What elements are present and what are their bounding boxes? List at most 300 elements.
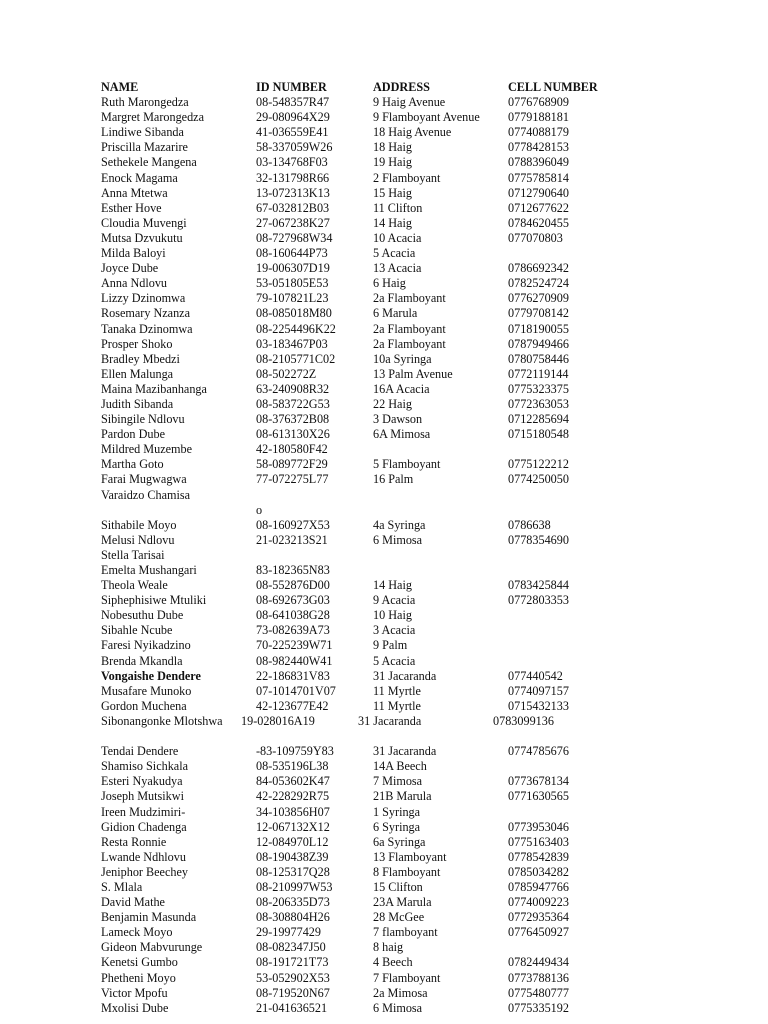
row-cell-number: 0786638 [508,517,551,532]
table-row [101,246,741,261]
row-cell-number: 0774097157 [508,683,569,698]
row-cell-number: 0776270909 [508,291,569,306]
table-row [101,367,741,382]
row-address: 31 Jacaranda [373,668,437,683]
table-row [101,880,741,895]
table-row [101,714,741,744]
table-row [101,548,741,563]
row-name: Enock Magama [101,170,178,185]
row-cell-number: 0773678134 [508,774,569,789]
row-address: 4 Beech [373,955,413,970]
row-address: 13 Flamboyant [373,849,447,864]
table-body [101,95,741,1016]
row-id-number: 42-123677E42 [256,698,329,713]
table-row [101,140,741,155]
row-cell-number: 0718190055 [508,321,569,336]
row-id-number: 08-583722G53 [256,396,330,411]
row-address: 2 Flamboyant [373,170,441,185]
row-name: Milda Baloyi [101,246,166,261]
table-row [101,940,741,955]
row-address: 31 Jacaranda [373,744,437,759]
table-row [101,186,741,201]
table-row [101,503,741,518]
row-cell-number: 0779188181 [508,110,569,125]
table-row [101,427,741,442]
row-name: Margret Marongedza [101,110,204,125]
row-address: 14A Beech [373,759,427,774]
table-row [101,201,741,216]
row-name: Rosemary Nzanza [101,306,190,321]
row-cell-number: 0772935364 [508,910,569,925]
row-address: 2a Flamboyant [373,291,446,306]
row-address: 8 haig [373,940,404,955]
row-name: Cloudia Muvengi [101,215,187,230]
table-row [101,563,741,578]
residents-table [101,80,741,1016]
row-name: Lwande Ndhlovu [101,849,186,864]
row-cell-number: 0771630565 [508,789,569,804]
row-name: Judith Sibanda [101,396,174,411]
row-cell-number: 0715432133 [508,698,569,713]
row-id-number: 08-160927X53 [256,517,330,532]
row-id-number: 27-067238K27 [256,215,330,230]
row-name: Resta Ronnie [101,834,167,849]
row-name: Pardon Dube [101,427,165,442]
table-row [101,488,741,503]
row-address: 9 Haig Avenue [373,95,446,110]
row-id-number [256,548,373,563]
table-row [101,789,741,804]
row-cell-number: 0783425844 [508,578,569,593]
row-name: Gidion Chadenga [101,819,187,834]
table-row [101,910,741,925]
row-cell-number [508,563,638,578]
row-id-number: 08-2105771C02 [256,351,336,366]
row-id-number: 12-067132X12 [256,819,330,834]
row-name: Nobesuthu Dube [101,608,184,623]
row-cell-number: 0778428153 [508,140,569,155]
row-name: Farai Mugwagwa [101,472,187,487]
row-address: 31 Jacaranda [358,713,422,728]
row-name: Gordon Muchena [101,698,187,713]
row-address: 2a Mimosa [373,985,428,1000]
row-id-number: 13-072313K13 [256,185,330,200]
row-address: 2a Flamboyant [373,321,446,336]
row-id-number: 08-160644P73 [256,246,328,261]
row-cell-number: 0775480777 [508,985,569,1000]
row-name: Ellen Malunga [101,366,174,381]
table-row [101,774,741,789]
row-cell-number: 0772803353 [508,593,569,608]
row-cell-number: 0780758446 [508,351,569,366]
row-address: 14 Haig [373,578,412,593]
row-name: Vongaishe Dendere [101,668,201,683]
row-id-number: 53-051805E53 [256,276,329,291]
table-row [101,699,741,714]
row-id-number: 21-023213S21 [256,532,328,547]
row-address: 9 Palm [373,638,408,653]
row-cell-number: 0712790640 [508,185,569,200]
row-cell-number: 0784620455 [508,215,569,230]
row-address: 10 Haig [373,608,412,623]
row-cell-number [508,805,638,820]
row-cell-number [508,246,638,261]
table-row [101,306,741,321]
row-address: 21B Marula [373,789,432,804]
table-row [101,472,741,487]
row-cell-number: 0778542839 [508,849,569,864]
table-row [101,533,741,548]
table-row [101,759,741,774]
row-name: Faresi Nyikadzino [101,638,191,653]
row-id-number: 03-134768F03 [256,155,328,170]
table-row [101,110,741,125]
row-address [373,563,508,578]
row-name: Tanaka Dzinomwa [101,321,193,336]
row-cell-number: 0774088179 [508,125,569,140]
row-id-number: 08-191721T73 [256,955,329,970]
row-address: 9 Flamboyant Avenue [373,110,480,125]
row-address: 6 Haig [373,276,406,291]
row-cell-number: 0775335192 [508,1000,569,1015]
row-cell-number: 0715180548 [508,427,569,442]
row-id-number: 08-641038G28 [256,608,330,623]
row-address: 23A Marula [373,895,432,910]
row-id-number: 58-337059W26 [256,140,333,155]
row-address: 5 Acacia [373,653,416,668]
row-name: Martha Goto [101,457,164,472]
row-name [101,503,256,518]
row-name: Musafare Munoko [101,683,192,698]
row-id-number: 73-082639A73 [256,623,330,638]
row-name: Anna Mtetwa [101,185,168,200]
row-cell-number: 0778354690 [508,532,569,547]
row-cell-number [508,623,638,638]
row-address: 18 Haig Avenue [373,125,452,140]
row-id-number: 08-125317Q28 [256,864,330,879]
row-name: Brenda Mkandla [101,653,183,668]
row-address: 10a Syringa [373,351,432,366]
table-row [101,593,741,608]
row-name: Theola Weale [101,578,168,593]
row-cell-number: 0786692342 [508,261,569,276]
row-address: 10 Acacia [373,230,422,245]
row-address: 4a Syringa [373,517,426,532]
row-name: Lindiwe Sibanda [101,125,184,140]
table-row [101,95,741,110]
table-header-row [101,80,741,95]
row-id-number: 77-072275L77 [256,472,329,487]
table-row [101,291,741,306]
row-id-number: 21-041636521 [256,1000,328,1015]
row-address: 18 Haig [373,140,412,155]
row-name: Kenetsi Gumbo [101,955,178,970]
table-row [101,337,741,352]
row-name: Gideon Mabvurunge [101,940,203,955]
row-id-number: 41-036559E41 [256,125,329,140]
table-row [101,382,741,397]
row-address: 6 Syringa [373,819,421,834]
table-row [101,155,741,170]
header-address: ADDRESS [373,80,430,94]
row-id-number: 08-535196L38 [256,759,329,774]
row-name: Joseph Mutsikwi [101,789,184,804]
row-id-number: 08-552876D00 [256,578,330,593]
row-address: 5 Flamboyant [373,457,441,472]
table-row [101,442,741,457]
row-id-number: 08-085018M80 [256,306,332,321]
row-cell-number: 0785947766 [508,879,569,894]
row-name: Varaidzo Chamisa [101,487,191,502]
row-name: Melusi Ndlovu [101,532,175,547]
table-row [101,608,741,623]
row-cell-number: 0775163403 [508,834,569,849]
row-id-number: 42-228292R75 [256,789,330,804]
row-id-number: 70-225239W71 [256,638,333,653]
row-address: 5 Acacia [373,246,416,261]
table-row [101,820,741,835]
table-row [101,850,741,865]
row-id-number: 03-183467P03 [256,336,328,351]
row-name: Priscilla Mazarire [101,140,188,155]
row-cell-number [508,488,638,503]
row-cell-number [508,654,638,669]
row-id-number: 42-180580F42 [256,442,328,457]
row-address: 8 Flamboyant [373,864,441,879]
row-address: 28 McGee [373,910,425,925]
row-id-number: 08-2254496K22 [256,321,336,336]
row-cell-number: 0779708142 [508,306,569,321]
row-cell-number [508,503,638,518]
row-name: S. Mlala [101,879,143,894]
row-cell-number: 0775323375 [508,381,569,396]
row-address: 6 Mimosa [373,1000,423,1015]
row-name: David Mathe [101,895,165,910]
row-id-number: 19-006307D19 [256,261,330,276]
row-name: Victor Mpofu [101,985,168,1000]
row-id-number: 08-613130X26 [256,427,330,442]
row-address: 11 Myrtle [373,698,421,713]
row-id-number: 29-19977429 [256,925,321,940]
row-cell-number: 0775785814 [508,170,569,185]
row-name: Lizzy Dzinomwa [101,291,186,306]
table-row [101,231,741,246]
row-cell-number: 077070803 [508,230,563,245]
row-cell-number: 0776768909 [508,95,569,110]
table-row [101,261,741,276]
row-address: 22 Haig [373,396,412,411]
table-row [101,1001,741,1016]
row-cell-number: 0775122212 [508,457,569,472]
row-id-number: 08-190438Z39 [256,849,329,864]
row-name: Esteri Nyakudya [101,774,183,789]
row-id-number: 08-082347J50 [256,940,326,955]
row-name: Anna Ndlovu [101,276,168,291]
table-row [101,578,741,593]
row-id-number: 29-080964X29 [256,110,330,125]
row-cell-number: 0774009223 [508,895,569,910]
row-cell-number [508,548,638,563]
row-address: 2a Flamboyant [373,336,446,351]
row-cell-number: 0772119144 [508,366,569,381]
row-cell-number: 0772363053 [508,396,569,411]
table-row [101,352,741,367]
row-id-number: 19-028016A19 [241,713,315,728]
row-cell-number: 0776450927 [508,925,569,940]
row-id-number: 08-206335D73 [256,895,330,910]
table-row [101,925,741,940]
row-address: 15 Haig [373,185,412,200]
header-cell-number: CELL NUMBER [508,80,598,94]
table-row [101,744,741,759]
row-id-number: 84-053602K47 [256,774,330,789]
table-row [101,412,741,427]
row-id-number: -83-109759Y83 [256,744,334,759]
table-row [101,669,741,684]
row-address: 19 Haig [373,155,412,170]
row-name: Mutsa Dzvukutu [101,230,183,245]
row-id-number: 79-107821L23 [256,291,329,306]
table-row [101,895,741,910]
row-address: 3 Acacia [373,623,416,638]
row-name: Esther Hove [101,200,162,215]
table-row [101,322,741,337]
table-row [101,805,741,820]
row-id-number: 22-186831V83 [256,668,330,683]
row-address: 16A Acacia [373,381,430,396]
table-row [101,638,741,653]
row-cell-number [508,442,638,457]
row-cell-number [508,759,638,774]
row-name: Emelta Mushangari [101,563,197,577]
table-row [101,457,741,472]
table-row [101,865,741,880]
row-id-number: 12-084970L12 [256,834,329,849]
table-row [101,125,741,140]
row-address [373,488,508,503]
row-cell-number: 0782449434 [508,955,569,970]
row-name: Shamiso Sichkala [101,759,188,774]
row-cell-number [508,940,638,955]
row-cell-number: 0712285694 [508,412,569,427]
row-name: Sibingile Ndlovu [101,412,185,427]
row-address: 16 Palm [373,472,414,487]
row-id-number: 58-089772F29 [256,457,328,472]
row-cell-number [508,638,638,653]
header-name: NAME [101,80,139,94]
row-address [373,442,508,457]
table-row [101,623,741,638]
row-address: 13 Palm Avenue [373,366,453,381]
row-address: 13 Acacia [373,261,422,276]
row-address [373,548,508,563]
row-name: Phetheni Moyo [101,970,176,985]
table-row [101,835,741,850]
row-id-number: 07-1014701V07 [256,683,336,698]
table-row [101,276,741,291]
row-name: Bradley Mbedzi [101,351,180,366]
row-name: Siphephisiwe Mtuliki [101,593,207,608]
row-name: Sibahle Ncube [101,623,173,638]
row-id-number: 08-502272Z [256,366,317,381]
row-name: Lameck Moyo [101,925,173,940]
header-id-number: ID NUMBER [256,80,327,94]
row-cell-number: 0782524724 [508,276,569,291]
row-id-number: 08-376372B08 [256,412,330,427]
row-id-number: 34-103856H07 [256,804,330,819]
row-id-number: 83-182365N83 [256,563,330,577]
row-name: Prosper Shoko [101,336,173,351]
table-row [101,971,741,986]
row-cell-number: 0787949466 [508,336,569,351]
row-name: Benjamin Masunda [101,910,197,925]
row-cell-number: 0774250050 [508,472,569,487]
row-name: Ireen Mudzimiri- [101,804,186,819]
row-name: Ruth Marongedza [101,95,189,110]
row-id-number: 08-548357R47 [256,95,330,110]
row-name: Tendai Dendere [101,744,179,759]
row-address: 1 Syringa [373,804,421,819]
row-address: 6 Mimosa [373,532,423,547]
row-id-number: 08-692673G03 [256,593,330,608]
row-address: 7 flamboyant [373,925,438,940]
table-row [101,397,741,412]
row-name: Joyce Dube [101,261,159,276]
row-cell-number [508,608,638,623]
row-id-number: 08-308804H26 [256,910,330,925]
row-id-number: 08-982440W41 [256,653,333,668]
row-address: 7 Flamboyant [373,970,441,985]
row-id-number: 08-719520N67 [256,985,330,1000]
row-id-number: 08-210997W53 [256,879,333,894]
table-row [101,654,741,669]
row-cell-number: 0773953046 [508,819,569,834]
row-cell-number: 0785034282 [508,864,569,879]
row-name: Mildred Muzembe [101,442,193,457]
row-id-number: 32-131798R66 [256,170,330,185]
table-row [101,216,741,231]
row-address: 14 Haig [373,215,412,230]
row-address: 6A Mimosa [373,427,431,442]
table-row [101,684,741,699]
row-name: Jeniphor Beechey [101,864,188,879]
row-id-number: o [256,502,263,517]
row-id-number: 53-052902X53 [256,970,330,985]
table-row [101,986,741,1001]
row-address: 3 Dawson [373,412,423,427]
row-address: 9 Acacia [373,593,416,608]
row-name: Stella Tarisai [101,547,165,562]
row-address: 11 Clifton [373,200,423,215]
row-cell-number: 0783099136 [493,713,554,728]
row-cell-number: 0773788136 [508,970,569,985]
row-address: 6 Marula [373,306,418,321]
row-name: Sethekele Mangena [101,155,197,170]
table-row [101,171,741,186]
row-address [373,503,508,518]
row-address: 7 Mimosa [373,774,423,789]
row-cell-number: 0712677622 [508,200,569,215]
row-address: 11 Myrtle [373,683,421,698]
row-cell-number: 0788396049 [508,155,569,170]
row-id-number: 63-240908R32 [256,381,330,396]
row-id-number: 08-727968W34 [256,230,333,245]
row-name: Mxolisi Dube [101,1000,169,1015]
row-cell-number: 0774785676 [508,744,569,759]
row-name: Sithabile Moyo [101,517,177,532]
row-name: Sibonangonke Mlotshwa [101,713,223,728]
row-name: Maina Mazibanhanga [101,381,207,396]
